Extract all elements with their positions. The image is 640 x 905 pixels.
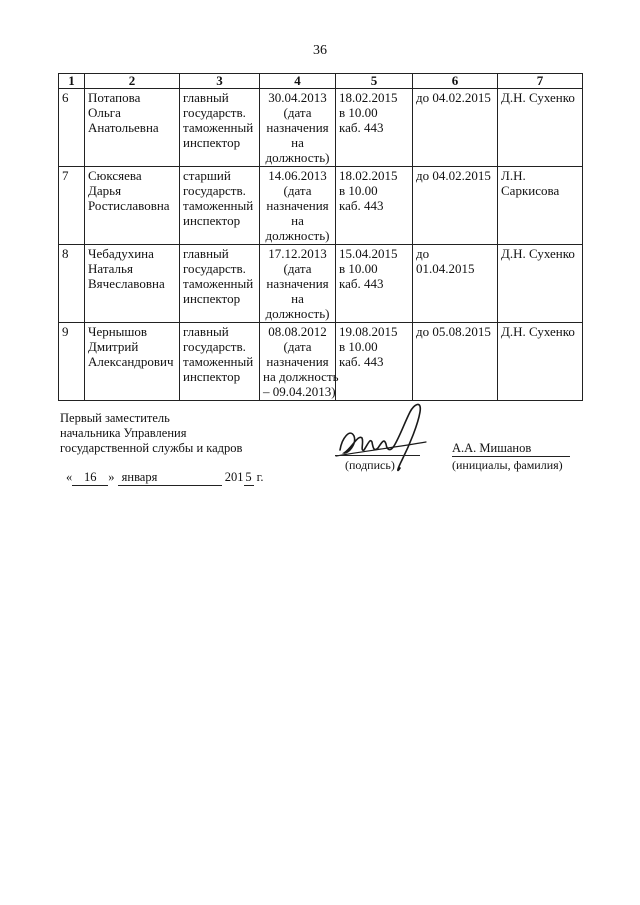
deadline-line: до 04.02.2015 <box>416 90 491 105</box>
appointment-date-line: назначения <box>266 120 329 135</box>
employee-position-line: главный <box>183 90 229 105</box>
exam-datetime <box>336 167 413 245</box>
responsible-person: Д.Н. Сухенко <box>498 89 583 167</box>
appointment-date-line: на должность <box>263 369 339 384</box>
signatory-title-line: начальника Управления <box>60 426 187 440</box>
assignment-table <box>58 73 583 401</box>
table-header-row <box>59 74 583 89</box>
appointment-date <box>260 245 336 323</box>
appointment-date-line: назначения <box>266 198 329 213</box>
employee-position-line: таможенный <box>183 276 254 291</box>
date-open-quote: « <box>66 470 73 484</box>
employee-position-line: инспектор <box>183 213 241 228</box>
signatory-title <box>60 411 242 456</box>
employee-name-line: Дарья <box>88 183 122 198</box>
appointment-date-line: (дата <box>283 105 312 120</box>
exam-datetime <box>336 89 413 167</box>
table-row <box>59 245 583 323</box>
deadline <box>413 89 498 167</box>
employee-position-line: старший <box>183 168 231 183</box>
exam-datetime-line: 19.08.2015 <box>339 324 398 339</box>
employee-position-line: инспектор <box>183 369 241 384</box>
employee-name-line: Ростиславовна <box>88 198 170 213</box>
column-header: 7 <box>498 74 583 89</box>
employee-position <box>180 167 260 245</box>
row-number: 8 <box>59 245 85 323</box>
table-row <box>59 89 583 167</box>
row-number: 6 <box>59 89 85 167</box>
signatory-title-line: государственной службы и кадров <box>60 441 243 455</box>
date-year-unit: г. <box>256 470 264 484</box>
column-header: 1 <box>59 74 85 89</box>
employee-name <box>85 89 180 167</box>
appointment-date-line: (дата <box>283 261 312 276</box>
employee-name <box>85 167 180 245</box>
date-month: января <box>118 470 222 486</box>
appointment-date-line: должность) <box>265 228 330 243</box>
exam-datetime-line: 18.02.2015 <box>339 90 398 105</box>
employee-position-line: инспектор <box>183 135 241 150</box>
row-number: 7 <box>59 167 85 245</box>
employee-position <box>180 89 260 167</box>
employee-name-line: Вячеславовна <box>88 276 165 291</box>
employee-position-line: главный <box>183 246 229 261</box>
table-row <box>59 323 583 401</box>
table-row <box>59 167 583 245</box>
appointment-date-line: 08.08.2012 <box>268 324 327 339</box>
column-header: 4 <box>260 74 336 89</box>
exam-datetime-line: в 10.00 <box>339 339 378 354</box>
appointment-date-line: назначения <box>266 276 329 291</box>
appointment-date-line: 30.04.2013 <box>268 90 327 105</box>
date-day: 16 <box>72 470 108 486</box>
exam-datetime-line: каб. 443 <box>339 276 384 291</box>
signing-date <box>66 470 263 486</box>
exam-datetime-line: каб. 443 <box>339 354 384 369</box>
appointment-date-line: 14.06.2013 <box>268 168 327 183</box>
employee-name-line: Чернышов <box>88 324 148 339</box>
appointment-date <box>260 89 336 167</box>
employee-name-line: Александрович <box>88 354 174 369</box>
employee-name-line: Дмитрий <box>88 339 139 354</box>
employee-position-line: государств. <box>183 339 246 354</box>
deadline-line: до 04.02.2015 <box>416 168 491 183</box>
column-header: 5 <box>336 74 413 89</box>
appointment-date <box>260 323 339 401</box>
employee-position <box>180 323 260 401</box>
appointment-date-line: на <box>291 135 304 150</box>
appointment-date-line: на <box>291 291 304 306</box>
appointment-date-line: должность) <box>265 150 330 165</box>
deadline-line: до <box>416 246 430 261</box>
employee-position-line: таможенный <box>183 120 254 135</box>
deadline-line: 01.04.2015 <box>416 261 475 276</box>
employee-position-line: главный <box>183 324 229 339</box>
column-header: 3 <box>180 74 260 89</box>
employee-name-line: Ольга <box>88 105 121 120</box>
row-number: 9 <box>59 323 85 401</box>
exam-datetime-line: в 10.00 <box>339 261 378 276</box>
employee-position-line: таможенный <box>183 198 254 213</box>
name-caption: (инициалы, фамилия) <box>452 458 563 472</box>
employee-position-line: государств. <box>183 183 246 198</box>
deadline <box>413 245 498 323</box>
page-number: 36 <box>313 43 327 58</box>
exam-datetime <box>336 245 413 323</box>
signature-line <box>335 455 420 456</box>
appointment-date-line: – 09.04.2013) <box>263 384 336 399</box>
employee-name-line: Сюксяева <box>88 168 142 183</box>
responsible-person: Д.Н. Сухенко <box>498 323 583 401</box>
appointment-date-line: (дата <box>283 183 312 198</box>
exam-datetime-line: в 10.00 <box>339 183 378 198</box>
exam-datetime-line: каб. 443 <box>339 120 384 135</box>
date-year-prefix: 201 <box>224 470 244 484</box>
column-header: 6 <box>413 74 498 89</box>
signatory-name: А.А. Мишанов <box>452 441 570 457</box>
signatory-title-line: Первый заместитель <box>60 411 170 425</box>
appointment-date-line: (дата <box>283 339 312 354</box>
employee-name <box>85 245 180 323</box>
employee-name-line: Анатольевна <box>88 120 159 135</box>
deadline <box>413 323 498 401</box>
column-header: 2 <box>85 74 180 89</box>
deadline-line: до 05.08.2015 <box>416 324 491 339</box>
exam-datetime-line: в 10.00 <box>339 105 378 120</box>
appointment-date-line: назначения <box>266 354 329 369</box>
date-year-suffix: 5 <box>245 470 252 484</box>
exam-datetime <box>336 323 413 401</box>
signature-caption: (подпись) <box>345 458 395 472</box>
employee-position-line: инспектор <box>183 291 241 306</box>
responsible-person: Л.Н. Саркисова <box>498 167 583 245</box>
appointment-date-line: на <box>291 213 304 228</box>
date-close-quote: » <box>108 470 115 484</box>
employee-name-line: Потапова <box>88 90 141 105</box>
employee-position <box>180 245 260 323</box>
deadline <box>413 167 498 245</box>
exam-datetime-line: каб. 443 <box>339 198 384 213</box>
responsible-person: Д.Н. Сухенко <box>498 245 583 323</box>
exam-datetime-line: 18.02.2015 <box>339 168 398 183</box>
appointment-date <box>260 167 336 245</box>
employee-name-line: Наталья <box>88 261 133 276</box>
exam-datetime-line: 15.04.2015 <box>339 246 398 261</box>
employee-name <box>85 323 180 401</box>
appointment-date-line: должность) <box>265 306 330 321</box>
appointment-date-line: 17.12.2013 <box>268 246 327 261</box>
employee-position-line: таможенный <box>183 354 254 369</box>
employee-name-line: Чебадухина <box>88 246 154 261</box>
employee-position-line: государств. <box>183 105 246 120</box>
employee-position-line: государств. <box>183 261 246 276</box>
